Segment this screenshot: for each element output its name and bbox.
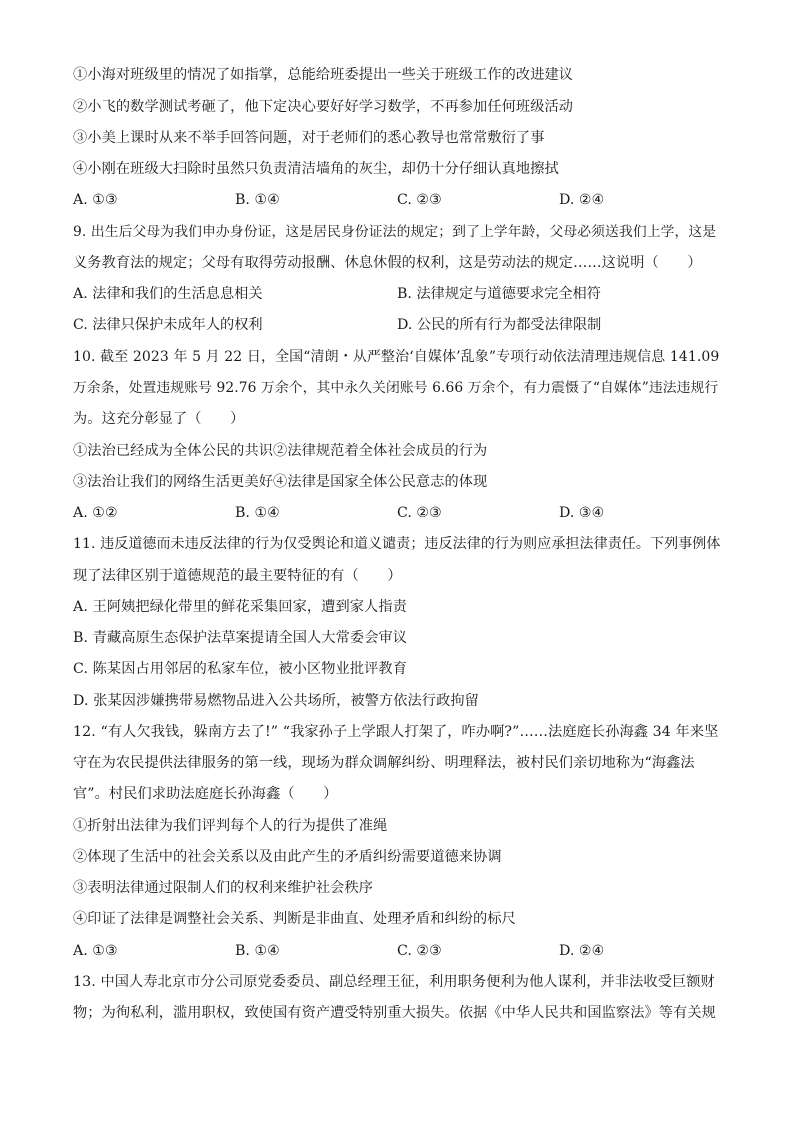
- q8-option-a: A. ①③: [73, 192, 118, 208]
- q12-options: [73, 941, 723, 961]
- q10-option-b: B. ①④: [235, 505, 280, 521]
- q8-option-d: D. ②④: [559, 192, 605, 208]
- q11-stem-line-1: 11. 违反道德而未违反法律的行为仅受舆论和道义谴责；违反法律的行为则应承担法律责任。下列事例体: [73, 536, 721, 552]
- q9-option-c: C. 法律只保护未成年人的权利: [73, 317, 263, 333]
- q8-statement-4: ④小刚在班级大扫除时虽然只负责清洁墙角的灰尘，却仍十分仔细认真地擦拭: [73, 161, 559, 177]
- q8-statement-1: ①小海对班级里的情况了如指掌，总能给班委提出一些关于班级工作的改进建议: [73, 67, 574, 83]
- q8-statement-2: ②小飞的数学测试考砸了，他下定决心要好好学习数学，不再参加任何班级活动: [73, 99, 574, 115]
- q12-statement-1: ①折射出法律为我们评判每个人的行为提供了准绳: [73, 818, 388, 834]
- q9-stem-line-1: 9. 出生后父母为我们申办身份证，这是居民身份证法的规定；到了上学年龄，父母必须送我们上学，这是: [73, 224, 717, 240]
- q8-options: [73, 190, 723, 210]
- q10-option-a: A. ①②: [73, 505, 118, 521]
- q12-option-c: C. ②③: [397, 943, 442, 959]
- q11-option-a: A. 王阿姨把绿化带里的鲜花采集回家，遭到家人指责: [73, 599, 407, 615]
- q11-stem-line-2: 现了法律区别于道德规范的最主要特征的有（ ）: [73, 568, 402, 584]
- q12-option-d: D. ②④: [559, 943, 605, 959]
- q12-stem-line-1: 12. “有人欠我钱，躲南方去了!” “我家孙子上学跟人打架了，咋办啊?”……法庭庭长孙海鑫 34 年来坚: [73, 724, 719, 740]
- q12-option-a: A. ①③: [73, 943, 118, 959]
- q11-option-b: B. 青藏高原生态保护法草案提请全国人大常委会审议: [73, 630, 408, 646]
- q8-statement-3: ③小美上课时从来不举手回答问题，对于老师们的悉心教导也常常敷衍了事: [73, 130, 545, 146]
- q11-option-d: D. 张某因涉嫌携带易燃物品进入公共场所，被警方依法行政拘留: [73, 693, 479, 709]
- q9-option-a: A. 法律和我们的生活息息相关: [73, 286, 263, 302]
- q13-stem-line-2: 物；为徇私利，滥用职权，致使国有资产遭受特别重大损失。依据《中华人民共和国监察法》等有关规: [73, 1005, 716, 1021]
- q12-stem-line-3: 官”。村民们求助法庭庭长孙海鑫（ ）: [73, 786, 338, 802]
- q9-options-row-1: [73, 284, 723, 304]
- q13-stem-line-1: 13. 中国人寿北京市分公司原党委委员、副总经理王征，利用职务便利为他人谋利，并非法收受巨额财: [73, 974, 715, 990]
- q10-statement-1: ①法治已经成为全体公民的共识②法律规范着全体社会成员的行为: [73, 443, 488, 459]
- q10-stem-line-1: 10. 截至 2023 年 5 月 22 日，全国“清朗・从严整治‘自媒体’乱象”专项行动依法清理违规信息 141.09: [73, 349, 720, 365]
- q8-option-b: B. ①④: [235, 192, 280, 208]
- q10-option-c: C. ②③: [397, 505, 442, 521]
- q9-stem-line-2: 义务教育法的规定；父母有取得劳动报酬、休息休假的权利，这是劳动法的规定……这说明（ ）: [73, 255, 702, 271]
- q9-option-d: D. 公民的所有行为都受法律限制: [397, 317, 602, 333]
- q12-statement-3: ③表明法律通过限制人们的权利来维护社会秩序: [73, 880, 374, 896]
- q12-stem-line-2: 守在为农民提供法律服务的第一线，现场为群众调解纠纷、明理释法，被村民们亲切地称为“海鑫法: [73, 755, 695, 771]
- q10-options: [73, 503, 723, 523]
- q10-option-d: D. ③④: [559, 505, 605, 521]
- q10-statement-2: ③法治让我们的网络生活更美好④法律是国家全体公民意志的体现: [73, 474, 488, 490]
- q10-stem-line-3: 为。这充分彰显了（ ）: [73, 411, 245, 427]
- q11-option-c: C. 陈某因占用邻居的私家车位，被小区物业批评教育: [73, 661, 407, 677]
- q10-stem-line-2: 万余条，处置违规账号 92.76 万余个，其中永久关闭账号 6.66 万余个，有力震慑了“自媒体”违法违规行: [73, 380, 719, 396]
- q12-option-b: B. ①④: [235, 943, 280, 959]
- q9-options-row-2: [73, 315, 723, 335]
- q12-statement-2: ②体现了生活中的社会关系以及由此产生的矛盾纠纷需要道德来协调: [73, 849, 502, 865]
- q12-statement-4: ④印证了法律是调整社会关系、判断是非曲直、处理矛盾和纠纷的标尺: [73, 911, 516, 927]
- q8-option-c: C. ②③: [397, 192, 442, 208]
- q9-option-b: B. 法律规定与道德要求完全相符: [397, 286, 601, 302]
